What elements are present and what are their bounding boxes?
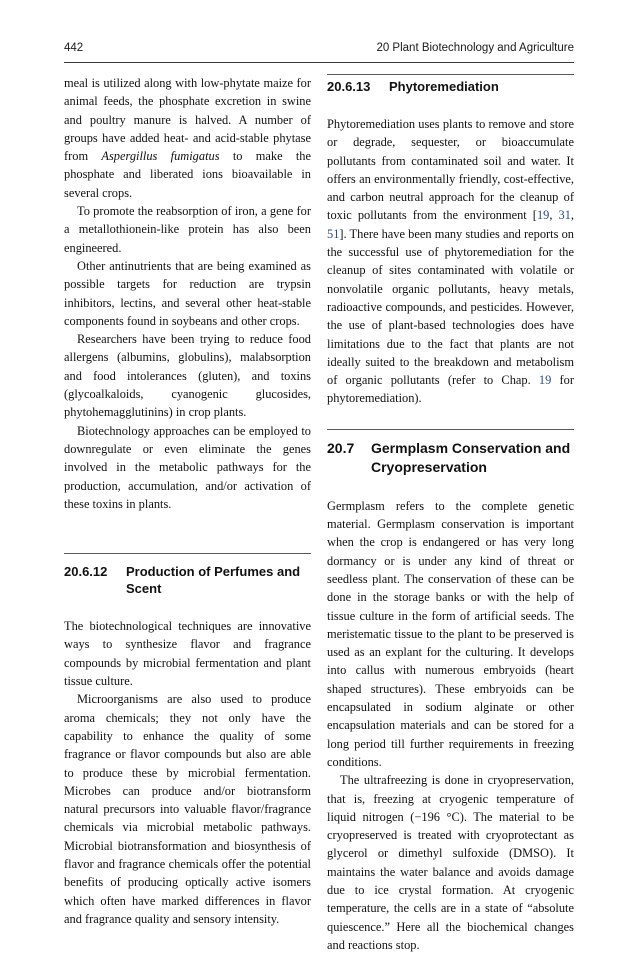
section-number: 20.7 (327, 439, 355, 456)
spacer (64, 597, 311, 617)
paragraph: Microorganisms are also used to produce aroma chemicals; they not only have the capability to enhance the quality of some fragrance or flavor compounds but also are able to produce these by microbial fermentation. Microbes can produce and/or biotransform natural precursors into valuable flavor/fragrance chemicals via microbial metabolic pathways. Microbial biotransformation and biosynthesis of flavor and fragrance chemicals offer the potential benefits of producing optically active isomers which often have marked differences in flavor and fragrance quality and sensory intensity. (64, 692, 311, 926)
reference-separator: , (549, 208, 559, 223)
paragraph (64, 74, 311, 202)
paragraph: Researchers have been trying to reduce food allergens (albumins, globulins), malabsorption and food intolerances (gluten), and toxins (glycoalkaloids, cyanogenic glucosides, phytohemagglutinins) in crop plants. (64, 332, 311, 420)
page-number: 442 (64, 42, 84, 54)
reference-separator: , (570, 208, 574, 223)
section-heading-germplasm (327, 439, 574, 477)
subsection-heading-perfumes (64, 563, 311, 597)
right-column (327, 74, 574, 954)
subsection-number: 20.6.13 (327, 79, 371, 94)
paragraph-text: ]. There have been many studies and reports on the successful use of phytoremediation for the cleanup of sites contaminated with volatile or nonvolatile organic pollutants, heavy metals, radioactive compounds, and pesticides. However, the use of plant-based technologies does have limitations due to the fact that plants are not ideally suited to the breakdown and metabolism of organic pollutants (refer to Chap. (327, 226, 574, 388)
paragraph: Germplasm refers to the complete genetic material. Germplasm conservation is important when the crop is endangered or has very long dormancy or is under any kind of threat or seedless plant. The conservation of these can be done in the storage banks or with the help of tissue culture in the form of artificial seeds. The meristematic tissue to the plant to be preserved is used as an explant for the culturing. It develops into callus with numerous embryoids (heart shaped structures). These embryoids can be encapsulated in sodium alginate or other encapsulation materials and can be stored for a long period till further requirements in freezing conditions. (327, 498, 574, 769)
section-title: Germplasm Conservation and Cryopreservation (371, 439, 571, 475)
subsection-number: 20.6.12 (64, 564, 108, 580)
paragraph-text: to make the phosphate and liberated ions bioavailable in several crops. (64, 149, 311, 200)
subsection-heading-phytoremediation (327, 78, 574, 95)
spacer (327, 430, 574, 439)
paragraph-text: meal is utilized along with low-phytate maize for animal feeds, the phosphate excretion in swine and poultry manure is halved. A number of groups have added heat- and acid-stable phytase from (64, 76, 311, 164)
spacer (327, 408, 574, 429)
paragraph-text: Phytoremediation uses plants to remove and store or degrade, sequester, or bioaccumulate pollutants from contaminated soil and water. It offers an environmentally friendly, cost-effective, and carbon neutral approach for the cleanup of toxic pollutants from the environment [ (327, 117, 574, 223)
spacer (327, 477, 574, 497)
paragraph: The ultrafreezing is done in cryopreservation, that is, freezing at cryogenic temperature of liquid nitrogen (−196 °C). The material to be cryopreserved is treated with cryoprotectant as glycerol or dimethyl sulfoxide (DMSO). It maintains the water balance and avoids damage due to ice crystal formation. At cryogenic temperature, the cells are in a state of “absolute quiescence.” Here all the biochemical changes and reactions stop. (327, 773, 574, 952)
paragraph: The biotechnological techniques are innovative ways to synthesize flavor and fragrance compounds by microbial fermentation and plant tissue culture. (64, 619, 311, 689)
spacer (64, 554, 311, 563)
subsection-title: Production of Perfumes and Scent (126, 564, 301, 597)
paragraph: To promote the reabsorption of iron, a gene for a metallothionein-like protein has also been engineered. (64, 204, 311, 255)
chapter-reference-link[interactable]: 19 (538, 373, 552, 388)
chapter-running-title: 20 Plant Biotechnology and Agriculture (376, 42, 574, 54)
left-column (64, 74, 311, 928)
reference-link[interactable]: 19 (536, 208, 550, 223)
reference-link[interactable]: 51 (327, 226, 340, 241)
spacer (327, 95, 574, 115)
species-name: Aspergillus fumigatus (101, 149, 220, 164)
subsection-title: Phytoremediation (389, 79, 499, 94)
reference-link[interactable]: 31 (558, 208, 571, 223)
paragraph (327, 115, 574, 408)
paragraph-text: for phytoremediation). (327, 373, 574, 406)
header-rule (64, 62, 574, 63)
paragraph: Biotechnology approaches can be employed to downregulate or even eliminate the genes involved in the metabolic pathways for the production, accumulation, and/or activation of these toxins in plants. (64, 423, 311, 511)
running-header (64, 39, 574, 59)
spacer (64, 513, 311, 553)
paragraph: Other antinutrients that are being examined as possible targets for reduction are trypsin inhibitors, lectins, and several other heat-stable components found in soybeans and other crops. (64, 258, 311, 328)
